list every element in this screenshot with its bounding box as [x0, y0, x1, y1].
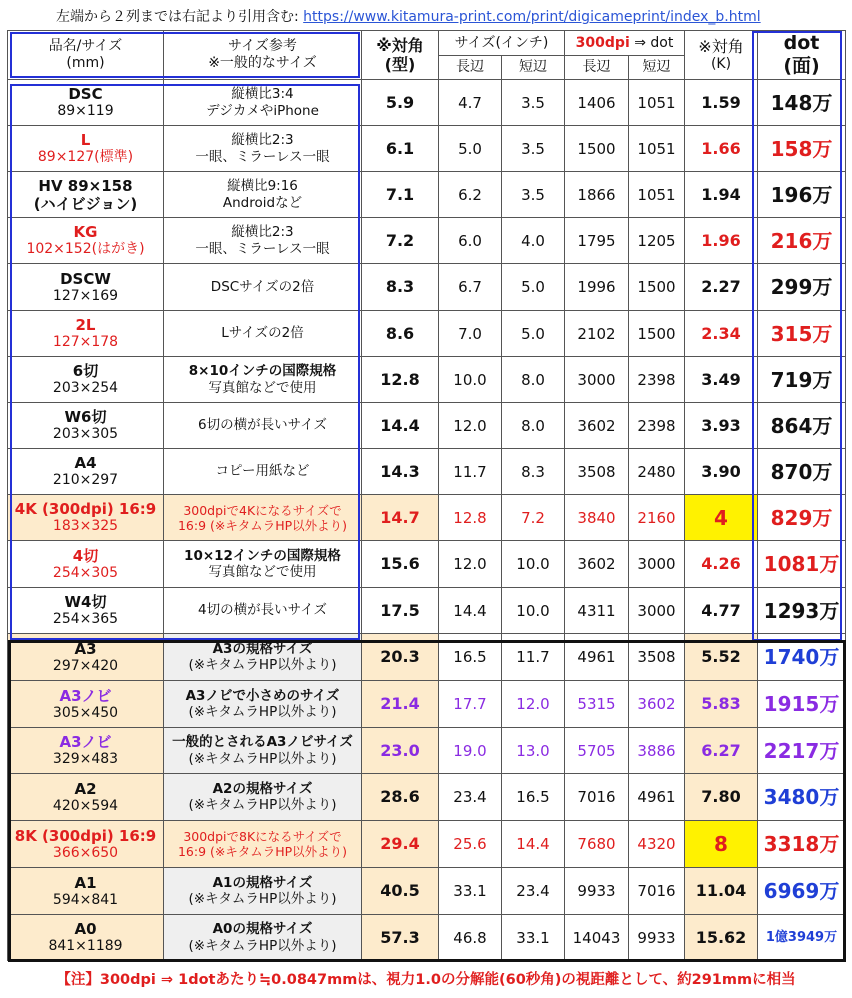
size-dim: 366×650 [52, 844, 119, 861]
cell-px-short: 3602 [629, 681, 685, 728]
size-dim: 210×297 [52, 472, 119, 489]
size-name: KG [73, 223, 98, 242]
cell-dot: 299万 [758, 264, 846, 311]
cell-k: 3.49 [685, 357, 758, 403]
ref-line1: 一般的とされるA3ノビサイズ [172, 734, 353, 751]
cell-name [8, 126, 164, 172]
size-dim: 254×365 [52, 611, 119, 628]
cell-inch-short: 3.5 [502, 172, 565, 218]
cell-inch-long: 6.2 [439, 172, 502, 218]
header-ref-line2: ※一般的なサイズ [208, 55, 317, 71]
cell-name [8, 728, 164, 774]
source-prefix: 左端から２列までは右記より引用含む: [56, 9, 304, 25]
cell-inch-short: 3.5 [502, 80, 565, 126]
cell-diag: 7.2 [362, 218, 439, 264]
cell-diag: 14.4 [362, 403, 439, 449]
cell-diag: 15.6 [362, 541, 439, 588]
cell-dot: 158万 [758, 126, 846, 172]
header-dot-line1: dot [783, 32, 820, 55]
cell-name [8, 449, 164, 495]
cell-px-short: 2480 [629, 449, 685, 495]
ref-line2: (※キタムラHP以外より) [188, 891, 337, 907]
cell-px-short: 2160 [629, 495, 685, 541]
size-name: A1 [74, 873, 97, 892]
cell-ref [164, 588, 362, 634]
size-name: 8K (300dpi) 16:9 [14, 826, 157, 845]
cell-k: 1.59 [685, 80, 758, 126]
cell-dot: 2217万 [758, 728, 846, 774]
cell-inch-short: 16.5 [502, 774, 565, 821]
cell-inch-short: 33.1 [502, 915, 565, 961]
size-name: 4切 [72, 546, 99, 565]
cell-dot: 216万 [758, 218, 846, 264]
cell-ref [164, 634, 362, 681]
cell-name [8, 172, 164, 218]
cell-ref [164, 541, 362, 588]
cell-name [8, 357, 164, 403]
cell-dot: 1740万 [758, 634, 846, 681]
cell-k: 5.52 [685, 634, 758, 681]
cell-px-short: 1500 [629, 311, 685, 357]
cell-px-long: 3602 [565, 541, 629, 588]
cell-k: 8 [685, 821, 758, 868]
cell-inch-short: 12.0 [502, 681, 565, 728]
cell-k: 1.66 [685, 126, 758, 172]
cell-k: 4.26 [685, 541, 758, 588]
cell-ref [164, 728, 362, 774]
cell-name [8, 634, 164, 681]
size-name: A3 [74, 639, 97, 658]
cell-px-long: 5315 [565, 681, 629, 728]
source-line [56, 6, 761, 26]
ref-line1: A1の規格サイズ [212, 874, 313, 891]
ref-line2: デジカメやiPhone [206, 102, 319, 119]
size-name: DSC [68, 85, 103, 104]
header-diag-line2: (型) [384, 55, 416, 74]
cell-ref [164, 172, 362, 218]
size-name: 2L [75, 316, 96, 335]
cell-inch-short: 8.3 [502, 449, 565, 495]
ref-line1: 縦横比9:16 [227, 178, 298, 195]
cell-inch-short: 7.2 [502, 495, 565, 541]
cell-inch-long: 4.7 [439, 80, 502, 126]
size-dim: 841×1189 [48, 938, 123, 955]
cell-px-long: 3000 [565, 357, 629, 403]
ref-line1: Lサイズの2倍 [221, 325, 304, 342]
cell-diag: 14.3 [362, 449, 439, 495]
cell-px-long: 1406 [565, 80, 629, 126]
size-name: A0 [74, 920, 97, 939]
size-dim: 305×450 [52, 704, 119, 721]
cell-inch-long: 12.8 [439, 495, 502, 541]
cell-px-short: 7016 [629, 868, 685, 915]
cell-inch-long: 6.0 [439, 218, 502, 264]
cell-inch-short: 11.7 [502, 634, 565, 681]
header-k [685, 31, 758, 80]
cell-px-long: 1500 [565, 126, 629, 172]
header-k-line1: ※対角 [698, 37, 744, 56]
header-name [8, 31, 164, 80]
ref-line2: (※キタムラHP以外より) [188, 797, 337, 813]
cell-inch-long: 6.7 [439, 264, 502, 311]
table-row [8, 821, 846, 868]
table-row [8, 218, 846, 264]
size-dim: (ハイビジョン) [33, 194, 138, 213]
cell-diag: 57.3 [362, 915, 439, 961]
header-dot [758, 31, 846, 80]
cell-diag: 40.5 [362, 868, 439, 915]
cell-px-short: 2398 [629, 403, 685, 449]
cell-name [8, 264, 164, 311]
cell-k: 7.80 [685, 774, 758, 821]
ref-line1: DSCサイズの2倍 [210, 278, 315, 295]
cell-inch-long: 5.0 [439, 126, 502, 172]
ref-line2: 16:9 (※キタムラHP以外より) [177, 517, 348, 533]
table-row [8, 357, 846, 403]
size-dim: 254×305 [52, 564, 119, 581]
table-row [8, 634, 846, 681]
ref-line2: (※キタムラHP以外より) [188, 704, 337, 720]
cell-diag: 14.7 [362, 495, 439, 541]
cell-ref [164, 218, 362, 264]
cell-inch-long: 19.0 [439, 728, 502, 774]
header-dpi-arrow: ⇒ dot [629, 34, 674, 51]
header-px-long: 長辺 [565, 56, 629, 80]
size-name: HV 89×158 [38, 176, 133, 195]
cell-px-short: 3508 [629, 634, 685, 681]
size-dim: 89×119 [57, 103, 114, 120]
cell-diag: 7.1 [362, 172, 439, 218]
cell-k: 4.77 [685, 588, 758, 634]
source-header [0, 0, 852, 30]
size-dim: 420×594 [52, 797, 119, 814]
cell-k: 3.90 [685, 449, 758, 495]
header-inch-short: 短辺 [502, 56, 565, 80]
cell-ref [164, 449, 362, 495]
cell-px-short: 1051 [629, 80, 685, 126]
cell-inch-long: 23.4 [439, 774, 502, 821]
table-row [8, 449, 846, 495]
cell-name [8, 311, 164, 357]
cell-dot: 148万 [758, 80, 846, 126]
header-dot-line2: (面) [783, 55, 820, 77]
cell-k: 1.94 [685, 172, 758, 218]
cell-k: 2.34 [685, 311, 758, 357]
cell-dot: 1億3949万 [758, 915, 846, 961]
cell-inch-long: 7.0 [439, 311, 502, 357]
cell-px-short: 2398 [629, 357, 685, 403]
cell-dot: 315万 [758, 311, 846, 357]
cell-name [8, 495, 164, 541]
ref-line1: A2の規格サイズ [212, 780, 313, 797]
cell-k: 6.27 [685, 728, 758, 774]
size-name: A3ノビ [59, 733, 112, 752]
cell-diag: 28.6 [362, 774, 439, 821]
header-diag [362, 31, 439, 80]
size-name: W4切 [64, 593, 107, 612]
cell-diag: 5.9 [362, 80, 439, 126]
ref-line2: (※キタムラHP以外より) [188, 657, 337, 673]
cell-name [8, 403, 164, 449]
header-diag-line1: ※対角 [376, 35, 424, 55]
cell-inch-long: 10.0 [439, 357, 502, 403]
ref-line1: コピー用紙など [215, 463, 310, 480]
ref-line1: 6切の横が長いサイズ [197, 417, 327, 434]
header-ref-line1: サイズ参考 [228, 38, 297, 55]
cell-ref [164, 821, 362, 868]
ref-line2: 写真館などで使用 [208, 379, 317, 396]
cell-inch-short: 5.0 [502, 264, 565, 311]
cell-px-long: 3840 [565, 495, 629, 541]
cell-diag: 6.1 [362, 126, 439, 172]
ref-line2: 写真館などで使用 [208, 564, 317, 580]
table-row [8, 915, 846, 961]
size-dim: 127×169 [52, 287, 119, 304]
ref-line1: 縦横比2:3 [231, 224, 294, 241]
cell-name [8, 774, 164, 821]
cell-name [8, 218, 164, 264]
cell-inch-short: 10.0 [502, 541, 565, 588]
cell-diag: 23.0 [362, 728, 439, 774]
cell-ref [164, 126, 362, 172]
cell-diag: 21.4 [362, 681, 439, 728]
ref-line2: 16:9 (※キタムラHP以外より) [177, 844, 348, 859]
table-row [8, 588, 846, 634]
table-body [8, 80, 846, 961]
cell-px-short: 1205 [629, 218, 685, 264]
cell-dot: 1915万 [758, 681, 846, 728]
cell-k: 5.83 [685, 681, 758, 728]
cell-px-short: 3000 [629, 588, 685, 634]
cell-inch-long: 33.1 [439, 868, 502, 915]
cell-px-short: 1051 [629, 172, 685, 218]
cell-px-long: 14043 [565, 915, 629, 961]
cell-px-short: 3000 [629, 541, 685, 588]
header-ref [164, 31, 362, 80]
ref-line1: 4切の横が長いサイズ [197, 602, 327, 619]
size-dim: 297×420 [52, 657, 119, 674]
cell-ref [164, 774, 362, 821]
cell-inch-long: 12.0 [439, 541, 502, 588]
size-name: W6切 [64, 408, 107, 427]
cell-k: 4 [685, 495, 758, 541]
cell-ref [164, 80, 362, 126]
cell-px-long: 1866 [565, 172, 629, 218]
size-dim: 329×483 [52, 751, 119, 768]
size-dim: 89×127(標準) [37, 149, 134, 166]
cell-dot: 6969万 [758, 868, 846, 915]
cell-px-long: 9933 [565, 868, 629, 915]
cell-name [8, 80, 164, 126]
cell-ref [164, 495, 362, 541]
cell-inch-long: 25.6 [439, 821, 502, 868]
cell-px-short: 4961 [629, 774, 685, 821]
ref-line1: A3の規格サイズ [212, 640, 313, 657]
cell-inch-long: 46.8 [439, 915, 502, 961]
cell-inch-short: 8.0 [502, 403, 565, 449]
cell-inch-long: 16.5 [439, 634, 502, 681]
table-row [8, 728, 846, 774]
cell-ref [164, 311, 362, 357]
cell-px-short: 3886 [629, 728, 685, 774]
size-name: 4K (300dpi) 16:9 [14, 500, 157, 519]
ref-line2: 一眼、ミラーレス一眼 [195, 148, 330, 165]
table-row [8, 264, 846, 311]
size-dim: 203×254 [52, 380, 119, 397]
table-row [8, 495, 846, 541]
cell-dot: 870万 [758, 449, 846, 495]
cell-inch-long: 17.7 [439, 681, 502, 728]
cell-dot: 196万 [758, 172, 846, 218]
cell-ref [164, 915, 362, 961]
cell-px-long: 3602 [565, 403, 629, 449]
cell-px-long: 1996 [565, 264, 629, 311]
cell-dot: 829万 [758, 495, 846, 541]
cell-px-long: 4961 [565, 634, 629, 681]
source-link[interactable]: https://www.kitamura-print.com/print/digicameprint/index_b.html [303, 9, 761, 25]
cell-px-long: 7680 [565, 821, 629, 868]
cell-name [8, 681, 164, 728]
cell-inch-short: 13.0 [502, 728, 565, 774]
ref-line1: 300dpiで8Kになるサイズで [183, 829, 342, 844]
ref-line2: (※キタムラHP以外より) [188, 750, 337, 767]
cell-ref [164, 403, 362, 449]
ref-line1: A3ノビで小さめのサイズ [185, 687, 340, 704]
cell-diag: 8.6 [362, 311, 439, 357]
header-inch-group: サイズ(インチ) [439, 31, 565, 56]
cell-px-short: 1051 [629, 126, 685, 172]
cell-px-long: 5705 [565, 728, 629, 774]
header-dpi-group [565, 31, 685, 56]
cell-ref [164, 357, 362, 403]
ref-line1: 8×10インチの国際規格 [188, 363, 337, 380]
cell-inch-short: 4.0 [502, 218, 565, 264]
cell-inch-short: 10.0 [502, 588, 565, 634]
cell-px-long: 2102 [565, 311, 629, 357]
ref-line1: 300dpiで4Kになるサイズで [183, 502, 342, 518]
table-row [8, 80, 846, 126]
size-name: 6切 [72, 362, 99, 381]
cell-px-short: 9933 [629, 915, 685, 961]
cell-px-long: 4311 [565, 588, 629, 634]
cell-inch-short: 5.0 [502, 311, 565, 357]
cell-px-short: 4320 [629, 821, 685, 868]
size-dim: 127×178 [52, 334, 119, 351]
header-inch-long: 長辺 [439, 56, 502, 80]
table-row [8, 541, 846, 588]
cell-diag: 17.5 [362, 588, 439, 634]
cell-inch-long: 12.0 [439, 403, 502, 449]
cell-diag: 29.4 [362, 821, 439, 868]
size-dim: 102×152(はがき) [26, 241, 145, 258]
size-name: L [80, 131, 91, 150]
cell-name [8, 541, 164, 588]
cell-dot: 3480万 [758, 774, 846, 821]
cell-k: 11.04 [685, 868, 758, 915]
table-row [8, 172, 846, 218]
cell-diag: 8.3 [362, 264, 439, 311]
table-row [8, 311, 846, 357]
cell-dot: 3318万 [758, 821, 846, 868]
header-name-line1: 品名/サイズ [48, 38, 123, 55]
cell-inch-short: 3.5 [502, 126, 565, 172]
cell-dot: 864万 [758, 403, 846, 449]
table-row [8, 403, 846, 449]
size-dim: 203×305 [52, 426, 119, 443]
header-k-line2: (K) [710, 56, 732, 73]
cell-k: 2.27 [685, 264, 758, 311]
cell-px-long: 3508 [565, 449, 629, 495]
ref-line1: 縦横比2:3 [231, 132, 294, 149]
size-name: A3ノビ [59, 686, 112, 705]
table-row [8, 681, 846, 728]
ref-line1: 10×12インチの国際規格 [184, 547, 341, 564]
ref-line1: 縦横比3:4 [231, 86, 294, 103]
cell-px-long: 1795 [565, 218, 629, 264]
cell-px-short: 1500 [629, 264, 685, 311]
cell-dot: 1293万 [758, 588, 846, 634]
cell-inch-long: 11.7 [439, 449, 502, 495]
print-size-table [7, 30, 846, 961]
cell-inch-long: 14.4 [439, 588, 502, 634]
table-row [8, 774, 846, 821]
table-row [8, 126, 846, 172]
header-px-short: 短辺 [629, 56, 685, 80]
cell-dot: 1081万 [758, 541, 846, 588]
cell-k: 3.93 [685, 403, 758, 449]
cell-dot: 719万 [758, 357, 846, 403]
size-name: DSCW [60, 269, 111, 288]
cell-inch-short: 8.0 [502, 357, 565, 403]
ref-line2: 一眼、ミラーレス一眼 [195, 240, 330, 257]
cell-diag: 20.3 [362, 634, 439, 681]
size-name: A4 [74, 454, 97, 473]
size-dim: 183×325 [52, 518, 119, 535]
cell-px-long: 7016 [565, 774, 629, 821]
cell-ref [164, 681, 362, 728]
cell-name [8, 868, 164, 915]
ref-line2: (※キタムラHP以外より) [188, 937, 337, 954]
header-name-line2: (mm) [66, 55, 105, 71]
ref-line1: A0の規格サイズ [212, 921, 313, 938]
size-dim: 594×841 [52, 891, 119, 908]
cell-k: 1.96 [685, 218, 758, 264]
size-name: A2 [74, 779, 97, 798]
cell-name [8, 915, 164, 961]
cell-inch-short: 14.4 [502, 821, 565, 868]
cell-ref [164, 264, 362, 311]
table-row [8, 868, 846, 915]
footnote: 【注】300dpi ⇒ 1dotあたり≒0.0847mmは、視力1.0の分解能(60秒角)の視距離として、約291mmに相当 [56, 972, 796, 988]
cell-ref [164, 868, 362, 915]
header-dpi-label: 300dpi [575, 34, 630, 51]
cell-name [8, 821, 164, 868]
cell-k: 15.62 [685, 915, 758, 961]
cell-diag: 12.8 [362, 357, 439, 403]
cell-name [8, 588, 164, 634]
cell-inch-short: 23.4 [502, 868, 565, 915]
ref-line2: Androidなど [222, 194, 303, 211]
